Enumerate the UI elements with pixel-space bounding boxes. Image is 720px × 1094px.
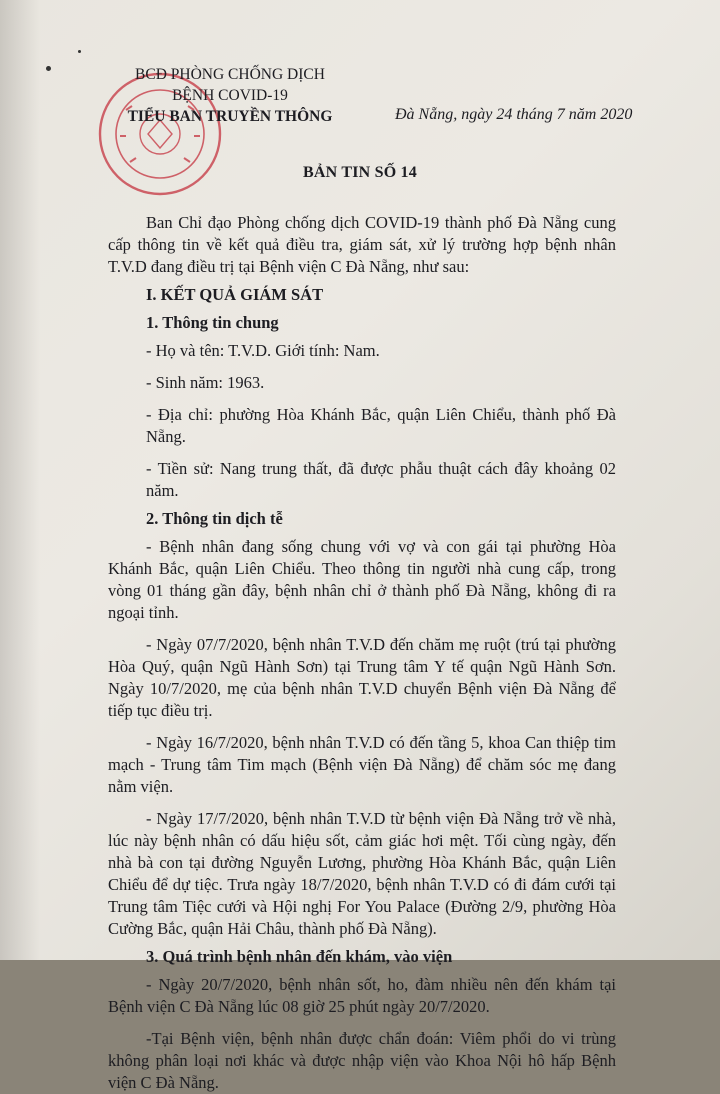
subsection-heading: 1. Thông tin chung [146, 313, 279, 332]
epidemiology-paragraph: - Bệnh nhân đang sống chung với vợ và con gái tại phường Hòa Khánh Bắc, quận Liên Chiểu. Theo thông tin người nhà cung cấp, trong vòng 01 tháng gần đây, bệnh nhân chỉ ở thành phố Đà Nẵng, không đi ra ngoại tỉnh. [108, 537, 616, 622]
epidemiology-paragraph: - Ngày 16/7/2020, bệnh nhân T.V.D có đến tầng 5, khoa Can thiệp tim mạch - Trung tâm Tim mạch (Bệnh viện Đà Nẵng) để chăm sóc mẹ đang nằm viện. [108, 733, 616, 796]
info-item: - Địa chỉ: phường Hòa Khánh Bắc, quận Liên Chiểu, thành phố Đà Nẵng. [146, 405, 616, 446]
page-shadow [0, 0, 40, 960]
bulletin-title: BẢN TIN SỐ 14 [303, 164, 417, 181]
document-date: Đà Nẵng, ngày 24 tháng 7 năm 2020 [395, 106, 633, 123]
subsection-heading: 3. Quá trình bệnh nhân đến khám, vào viện [146, 947, 453, 966]
intro-paragraph: Ban Chỉ đạo Phòng chống dịch COVID-19 thành phố Đà Nẵng cung cấp thông tin về kết quả điều tra, giám sát, xử lý trường hợp bệnh nhân T.V.D đang điều trị tại Bệnh viện C Đà Nẵng, như sau: [108, 213, 616, 276]
org-line-2: BỆNH COVID-19 [172, 87, 288, 104]
org-line-1: BCĐ PHÒNG CHỐNG DỊCH [135, 66, 325, 83]
punch-mark [46, 66, 51, 71]
info-item: - Tiền sử: Nang trung thất, đã được phẫu thuật cách đây khoảng 02 năm. [146, 459, 616, 500]
epidemiology-paragraph: - Ngày 07/7/2020, bệnh nhân T.V.D đến chăm mẹ ruột (trú tại phường Hòa Quý, quận Ngũ Hành Sơn) tại Trung tâm Y tế quận Ngũ Hành Sơn. Ngày 10/7/2020, mẹ của bệnh nhân T.V.D chuyển Bệnh viện Đà Nẵng để tiếp tục điều trị. [108, 635, 616, 720]
document-body [108, 212, 616, 1094]
epidemiology-paragraph: - Ngày 17/7/2020, bệnh nhân T.V.D từ bệnh viện Đà Nẵng trở về nhà, lúc này bệnh nhân có dấu hiệu sốt, cảm giác hơi mệt. Tối cùng ngày, đến nhà bà con tại đường Nguyễn Lương, phường Hòa Khánh Bắc, quận Liên Chiểu để dự tiệc. Trưa ngày 18/7/2020, bệnh nhân T.V.D có đi đám cưới tại Trung tâm Tiệc cưới và Hội nghị For You Palace (Đường 2/9, phường Hòa Cường Bắc, quận Hải Châu, thành phố Đà Nẵng). [108, 809, 616, 938]
section-heading: I. KẾT QUẢ GIÁM SÁT [146, 285, 324, 304]
admission-paragraph: - Ngày 20/7/2020, bệnh nhân sốt, ho, đàm nhiều nên đến khám tại Bệnh viện C Đà Nẵng lúc 08 giờ 25 phút ngày 20/7/2020. [108, 975, 616, 1016]
info-item: - Sinh năm: 1963. [146, 373, 265, 392]
issuing-organization [100, 64, 360, 127]
admission-paragraph: -Tại Bệnh viện, bệnh nhân được chẩn đoán: Viêm phổi do vi trùng không phân loại nơi khác và được nhập viện vào Khoa Nội hô hấp Bệnh viện C Đà Nẵng. [108, 1029, 616, 1092]
org-line-3: TIỂU BAN TRUYỀN THÔNG [127, 108, 333, 125]
info-item: - Họ và tên: T.V.D. Giới tính: Nam. [146, 341, 380, 360]
subsection-heading: 2. Thông tin dịch tễ [146, 509, 283, 528]
punch-mark [78, 50, 81, 53]
